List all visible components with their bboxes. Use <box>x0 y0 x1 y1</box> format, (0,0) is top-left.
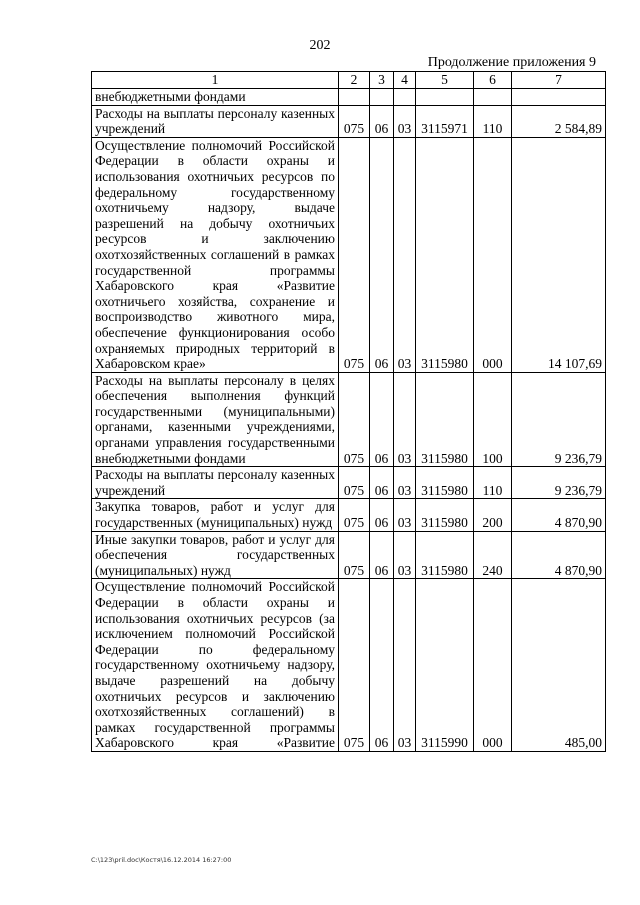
row-col-2: 075 <box>339 372 370 467</box>
row-description: Осуществление полномочий Российской Федерации в области охраны и использования охотничьих ресурсов по федеральному государственному охотничьему надзору, выдаче разрешений на добычу охотничьих ресурсов и заключению охотхозяйственных соглашений в рамках государственной программы Хабаровского края «Развитие охотничьего хозяйства, сохранение и воспроизводство животного мира, обеспечение функционирования особо охраняемых природных территорий в Хабаровском крае» <box>92 137 339 372</box>
row-col-3: 06 <box>370 105 394 137</box>
row-description: Расходы на выплаты персоналу казенных учреждений <box>92 467 339 499</box>
row-col-3: 06 <box>370 372 394 467</box>
row-col-5: 3115980 <box>416 467 474 499</box>
row-col-3: 06 <box>370 499 394 531</box>
table-row <box>92 499 606 531</box>
table-row <box>92 531 606 579</box>
row-col-6: 000 <box>474 579 512 752</box>
row-col-5 <box>416 89 474 106</box>
row-col-6 <box>474 89 512 106</box>
row-col-3: 06 <box>370 531 394 579</box>
table-row <box>92 89 606 106</box>
row-col-6: 200 <box>474 499 512 531</box>
row-col-4: 03 <box>394 579 416 752</box>
row-col-4: 03 <box>394 105 416 137</box>
row-col-6: 110 <box>474 467 512 499</box>
row-col-2: 075 <box>339 531 370 579</box>
row-col-3: 06 <box>370 467 394 499</box>
row-description: Иные закупки товаров, работ и услуг для обеспечения государственных (муниципальных) нужд <box>92 531 339 579</box>
row-col-4: 03 <box>394 499 416 531</box>
row-col-3: 06 <box>370 137 394 372</box>
header-col-5: 5 <box>416 72 474 89</box>
row-description: Расходы на выплаты персоналу казенных учреждений <box>92 105 339 137</box>
header-col-7: 7 <box>512 72 606 89</box>
table-row <box>92 467 606 499</box>
row-col-6: 000 <box>474 137 512 372</box>
row-amount: 9 236,79 <box>512 372 606 467</box>
row-amount: 485,00 <box>512 579 606 752</box>
row-col-5: 3115980 <box>416 372 474 467</box>
row-amount: 4 870,90 <box>512 499 606 531</box>
appendix-note: Продолжение приложения 9 <box>427 55 596 70</box>
row-col-3 <box>370 89 394 106</box>
row-col-3: 06 <box>370 579 394 752</box>
row-col-5: 3115971 <box>416 105 474 137</box>
row-col-6: 110 <box>474 105 512 137</box>
table-header-row <box>92 72 606 89</box>
row-col-5: 3115980 <box>416 531 474 579</box>
row-col-4 <box>394 89 416 106</box>
row-col-6: 100 <box>474 372 512 467</box>
row-col-2: 075 <box>339 579 370 752</box>
row-col-5: 3115990 <box>416 579 474 752</box>
header-col-1: 1 <box>92 72 339 89</box>
table-row <box>92 372 606 467</box>
row-col-4: 03 <box>394 467 416 499</box>
row-col-6: 240 <box>474 531 512 579</box>
budget-table <box>91 71 606 752</box>
table-row <box>92 579 606 752</box>
row-col-2: 075 <box>339 467 370 499</box>
row-amount: 2 584,89 <box>512 105 606 137</box>
page-number: 202 <box>309 38 331 53</box>
header-col-4: 4 <box>394 72 416 89</box>
header-col-2: 2 <box>339 72 370 89</box>
table-row <box>92 137 606 372</box>
row-amount <box>512 89 606 106</box>
row-col-2 <box>339 89 370 106</box>
row-description: Расходы на выплаты персоналу в целях обеспечения выполнения функций государственными (муниципальными) органами, казенными учреждениями, органами управления государственными внебюджетными фондами <box>92 372 339 467</box>
row-amount: 14 107,69 <box>512 137 606 372</box>
row-col-2: 075 <box>339 499 370 531</box>
file-path-footer: C:\123\pril.doc\Костя\16.12.2014 16:27:00 <box>91 856 232 864</box>
row-col-4: 03 <box>394 137 416 372</box>
row-col-4: 03 <box>394 531 416 579</box>
row-col-2: 075 <box>339 137 370 372</box>
row-description: Закупка товаров, работ и услуг для государственных (муниципальных) нужд <box>92 499 339 531</box>
row-col-4: 03 <box>394 372 416 467</box>
row-col-5: 3115980 <box>416 499 474 531</box>
row-amount: 9 236,79 <box>512 467 606 499</box>
row-description: внебюджетными фондами <box>92 89 339 106</box>
row-col-2: 075 <box>339 105 370 137</box>
row-col-5: 3115980 <box>416 137 474 372</box>
row-amount: 4 870,90 <box>512 531 606 579</box>
header-col-6: 6 <box>474 72 512 89</box>
table-row <box>92 105 606 137</box>
row-description: Осуществление полномочий Российской Федерации в области охраны и использования охотничьих ресурсов (за исключением полномочий Российской Федерации по федеральному государственному охотничьему надзору, выдаче разрешений на добычу охотничьих ресурсов и заключению охотхозяйственных соглашений) в рамках государственной программы Хабаровского края «Развитие <box>92 579 339 752</box>
header-col-3: 3 <box>370 72 394 89</box>
